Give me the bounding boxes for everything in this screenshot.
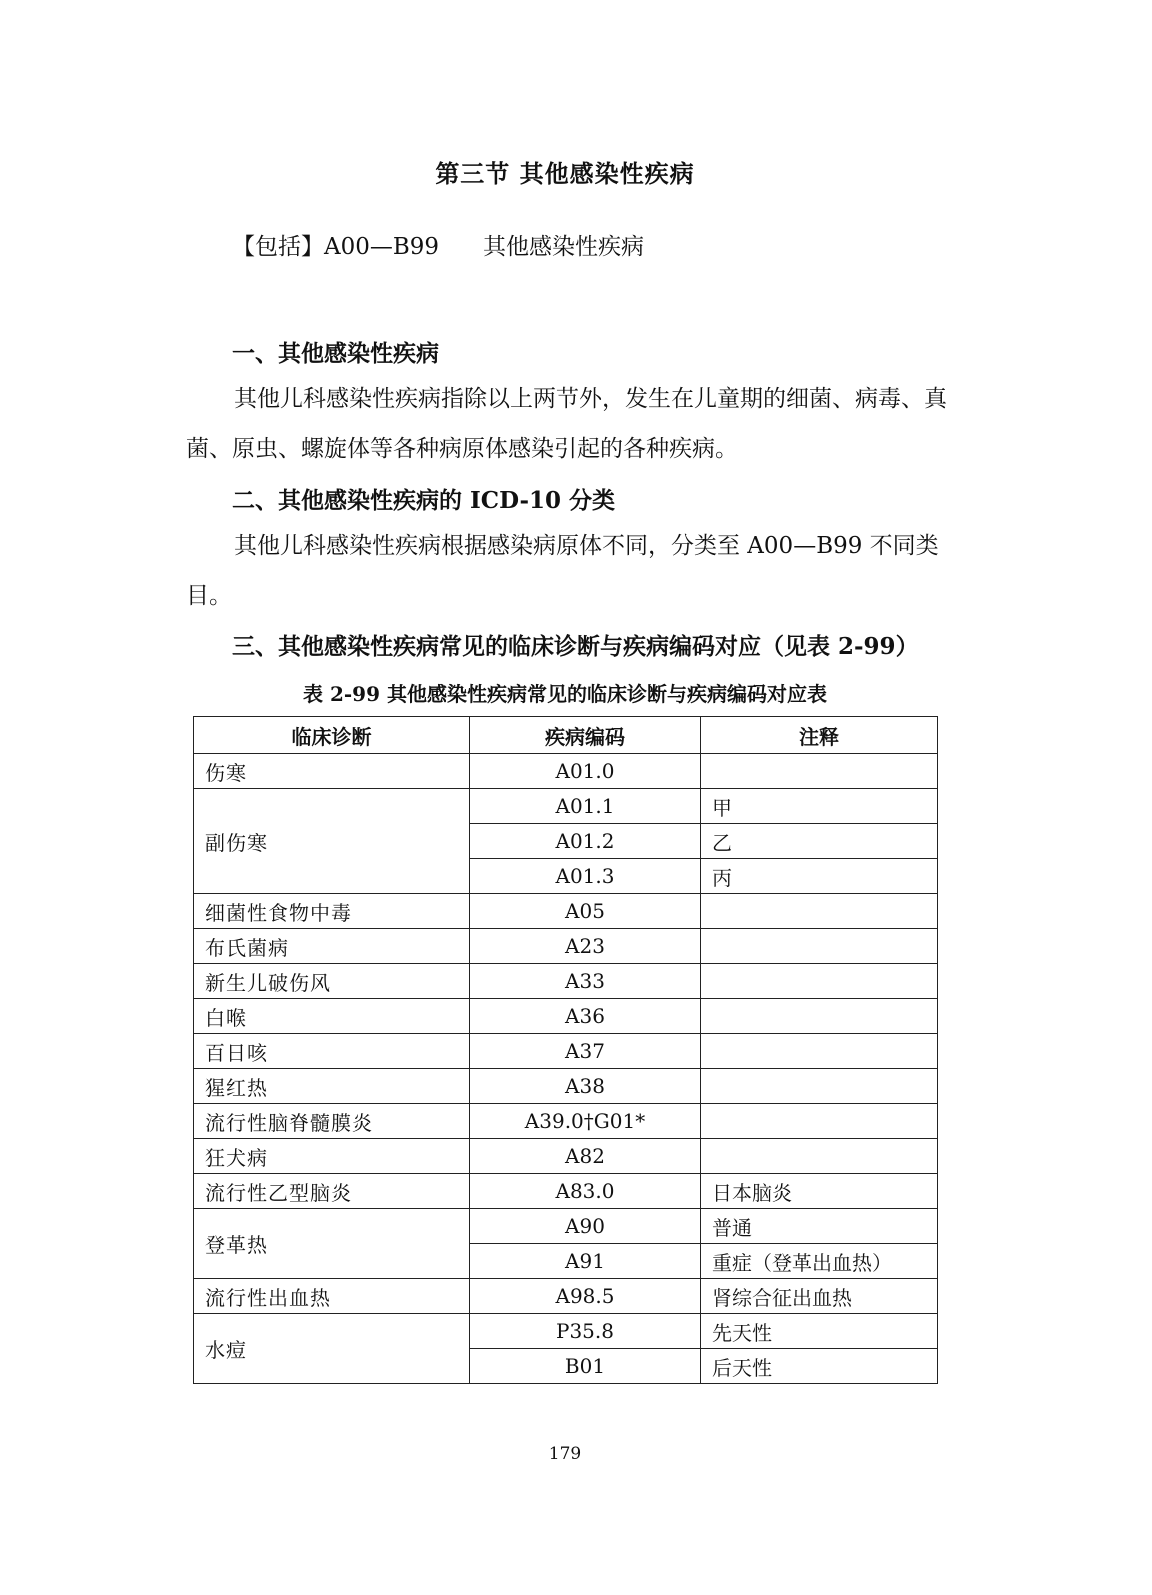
code-cell: A37	[470, 1034, 701, 1069]
include-label: 【包括】A00—B99	[232, 234, 440, 260]
note-cell	[701, 1034, 938, 1069]
table-row	[194, 789, 938, 824]
table-row	[194, 894, 938, 929]
note-cell: 重症（登革出血热）	[701, 1244, 938, 1279]
section-title: 第三节 其他感染性疾病	[435, 159, 695, 188]
note-cell: 乙	[701, 824, 938, 859]
note-cell	[701, 754, 938, 789]
note-cell	[701, 1104, 938, 1139]
code-cell: P35.8	[470, 1314, 701, 1349]
table-row	[194, 1279, 938, 1314]
note-cell: 日本脑炎	[701, 1174, 938, 1209]
note-cell: 普通	[701, 1209, 938, 1244]
code-cell: A33	[470, 964, 701, 999]
diagnosis-cell: 流行性出血热	[194, 1279, 470, 1314]
heading-2: 二、其他感染性疾病的 ICD-10 分类	[232, 487, 616, 514]
table-row	[194, 1314, 938, 1349]
code-cell: A90	[470, 1209, 701, 1244]
code-cell: A36	[470, 999, 701, 1034]
code-cell: A01.0	[470, 754, 701, 789]
diagnosis-cell: 登革热	[194, 1209, 470, 1279]
code-cell: A38	[470, 1069, 701, 1104]
note-cell	[701, 929, 938, 964]
code-cell: A05	[470, 894, 701, 929]
code-cell: A98.5	[470, 1279, 701, 1314]
code-cell: A82	[470, 1139, 701, 1174]
paragraph-2: 其他儿科感染性疾病根据感染病原体不同，分类至 A00—B99 不同类目。	[186, 533, 939, 609]
note-cell: 肾综合征出血热	[701, 1279, 938, 1314]
table-row	[194, 929, 938, 964]
code-cell: A39.0†G01*	[470, 1104, 701, 1139]
table-row	[194, 1174, 938, 1209]
heading-1: 一、其他感染性疾病	[232, 340, 439, 367]
table-row	[194, 1104, 938, 1139]
header-diagnosis: 临床诊断	[194, 717, 470, 754]
note-cell	[701, 964, 938, 999]
code-cell: A23	[470, 929, 701, 964]
table-header-row	[194, 717, 938, 754]
diagnosis-cell: 布氏菌病	[194, 929, 470, 964]
code-cell: A01.3	[470, 859, 701, 894]
code-cell: A01.2	[470, 824, 701, 859]
page-number: 179	[548, 1444, 582, 1464]
include-line	[232, 228, 644, 261]
note-cell: 后天性	[701, 1349, 938, 1384]
table-row	[194, 999, 938, 1034]
note-cell: 先天性	[701, 1314, 938, 1349]
note-cell	[701, 999, 938, 1034]
diagnosis-cell: 水痘	[194, 1314, 470, 1384]
note-cell	[701, 1069, 938, 1104]
table-row	[194, 1139, 938, 1174]
code-cell: A01.1	[470, 789, 701, 824]
paragraph-1: 其他儿科感染性疾病指除以上两节外，发生在儿童期的细菌、病毒、真菌、原虫、螺旋体等各种病原体感染引起的各种疾病。	[186, 386, 947, 462]
diagnosis-cell: 细菌性食物中毒	[194, 894, 470, 929]
diagnosis-cell: 新生儿破伤风	[194, 964, 470, 999]
diagnosis-cell: 狂犬病	[194, 1139, 470, 1174]
diagnosis-cell: 流行性乙型脑炎	[194, 1174, 470, 1209]
diagnosis-cell: 百日咳	[194, 1034, 470, 1069]
note-cell: 甲	[701, 789, 938, 824]
note-cell	[701, 1139, 938, 1174]
header-code: 疾病编码	[470, 717, 701, 754]
table-row	[194, 754, 938, 789]
note-cell	[701, 894, 938, 929]
diagnosis-code-table	[193, 716, 938, 1384]
include-name: 其他感染性疾病	[483, 234, 645, 260]
table-row	[194, 964, 938, 999]
note-cell: 丙	[701, 859, 938, 894]
table-caption: 表 2-99 其他感染性疾病常见的临床诊断与疾病编码对应表	[303, 682, 827, 706]
diagnosis-cell: 流行性脑脊髓膜炎	[194, 1104, 470, 1139]
header-note: 注释	[701, 717, 938, 754]
diagnosis-cell: 猩红热	[194, 1069, 470, 1104]
table-row	[194, 1209, 938, 1244]
diagnosis-cell: 副伤寒	[194, 789, 470, 894]
diagnosis-cell: 伤寒	[194, 754, 470, 789]
heading-3: 三、其他感染性疾病常见的临床诊断与疾病编码对应（见表 2-99）	[232, 633, 919, 660]
code-cell: B01	[470, 1349, 701, 1384]
table-row	[194, 1034, 938, 1069]
code-cell: A83.0	[470, 1174, 701, 1209]
diagnosis-cell: 白喉	[194, 999, 470, 1034]
table-row	[194, 1069, 938, 1104]
code-cell: A91	[470, 1244, 701, 1279]
table-body	[194, 754, 938, 1384]
